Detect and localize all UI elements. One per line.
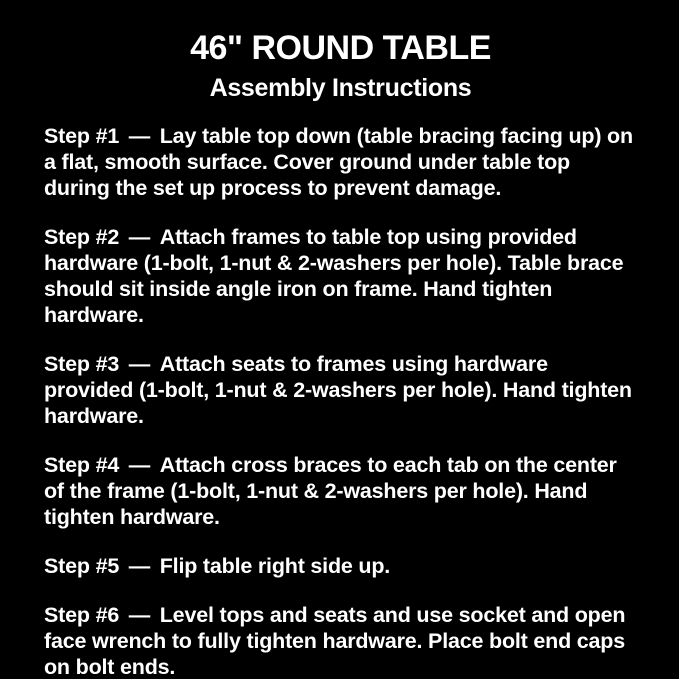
step-separator: — (128, 224, 151, 249)
step-item-5 (44, 553, 637, 579)
step-item-1 (44, 123, 637, 201)
step-item-2 (44, 224, 637, 328)
page-subtitle: Assembly Instructions (209, 74, 472, 103)
step-text: Level tops and seats and use socket and open face wrench to fully tighten hardware. Place bolt end caps on bolt ends. (44, 602, 626, 679)
step-text: Attach cross braces to each tab on the center of the frame (1-bolt, 1-nut & 2-washers per hole). Hand tighten hardware. (44, 452, 617, 529)
step-text: Attach seats to frames using hardware provided (1-bolt, 1-nut & 2-washers per hole). Hand tighten hardware. (44, 351, 632, 428)
step-label: Step #4 (44, 452, 120, 477)
step-item-6 (44, 602, 637, 679)
step-separator: — (128, 123, 151, 148)
step-separator: — (128, 553, 151, 578)
step-label: Step #1 (44, 123, 120, 148)
page-title: 46" ROUND TABLE (190, 29, 491, 67)
step-label: Step #6 (44, 602, 120, 627)
steps-list (44, 123, 637, 679)
step-text: Attach frames to table top using provided hardware (1-bolt, 1-nut & 2-washers per hole). Table brace should sit inside angle iron on frame. Hand tighten hardware. (44, 224, 624, 327)
step-separator: — (128, 351, 151, 376)
step-text: Lay table top down (table bracing facing up) on a flat, smooth surface. Cover ground under table top during the set up process to prevent damage. (44, 123, 633, 200)
step-text: Flip table right side up. (159, 553, 391, 578)
header (44, 30, 637, 103)
step-item-3 (44, 351, 637, 429)
step-label: Step #2 (44, 224, 120, 249)
step-item-4 (44, 452, 637, 530)
step-label: Step #3 (44, 351, 120, 376)
step-separator: — (128, 452, 151, 477)
step-separator: — (128, 602, 151, 627)
step-label: Step #5 (44, 553, 120, 578)
